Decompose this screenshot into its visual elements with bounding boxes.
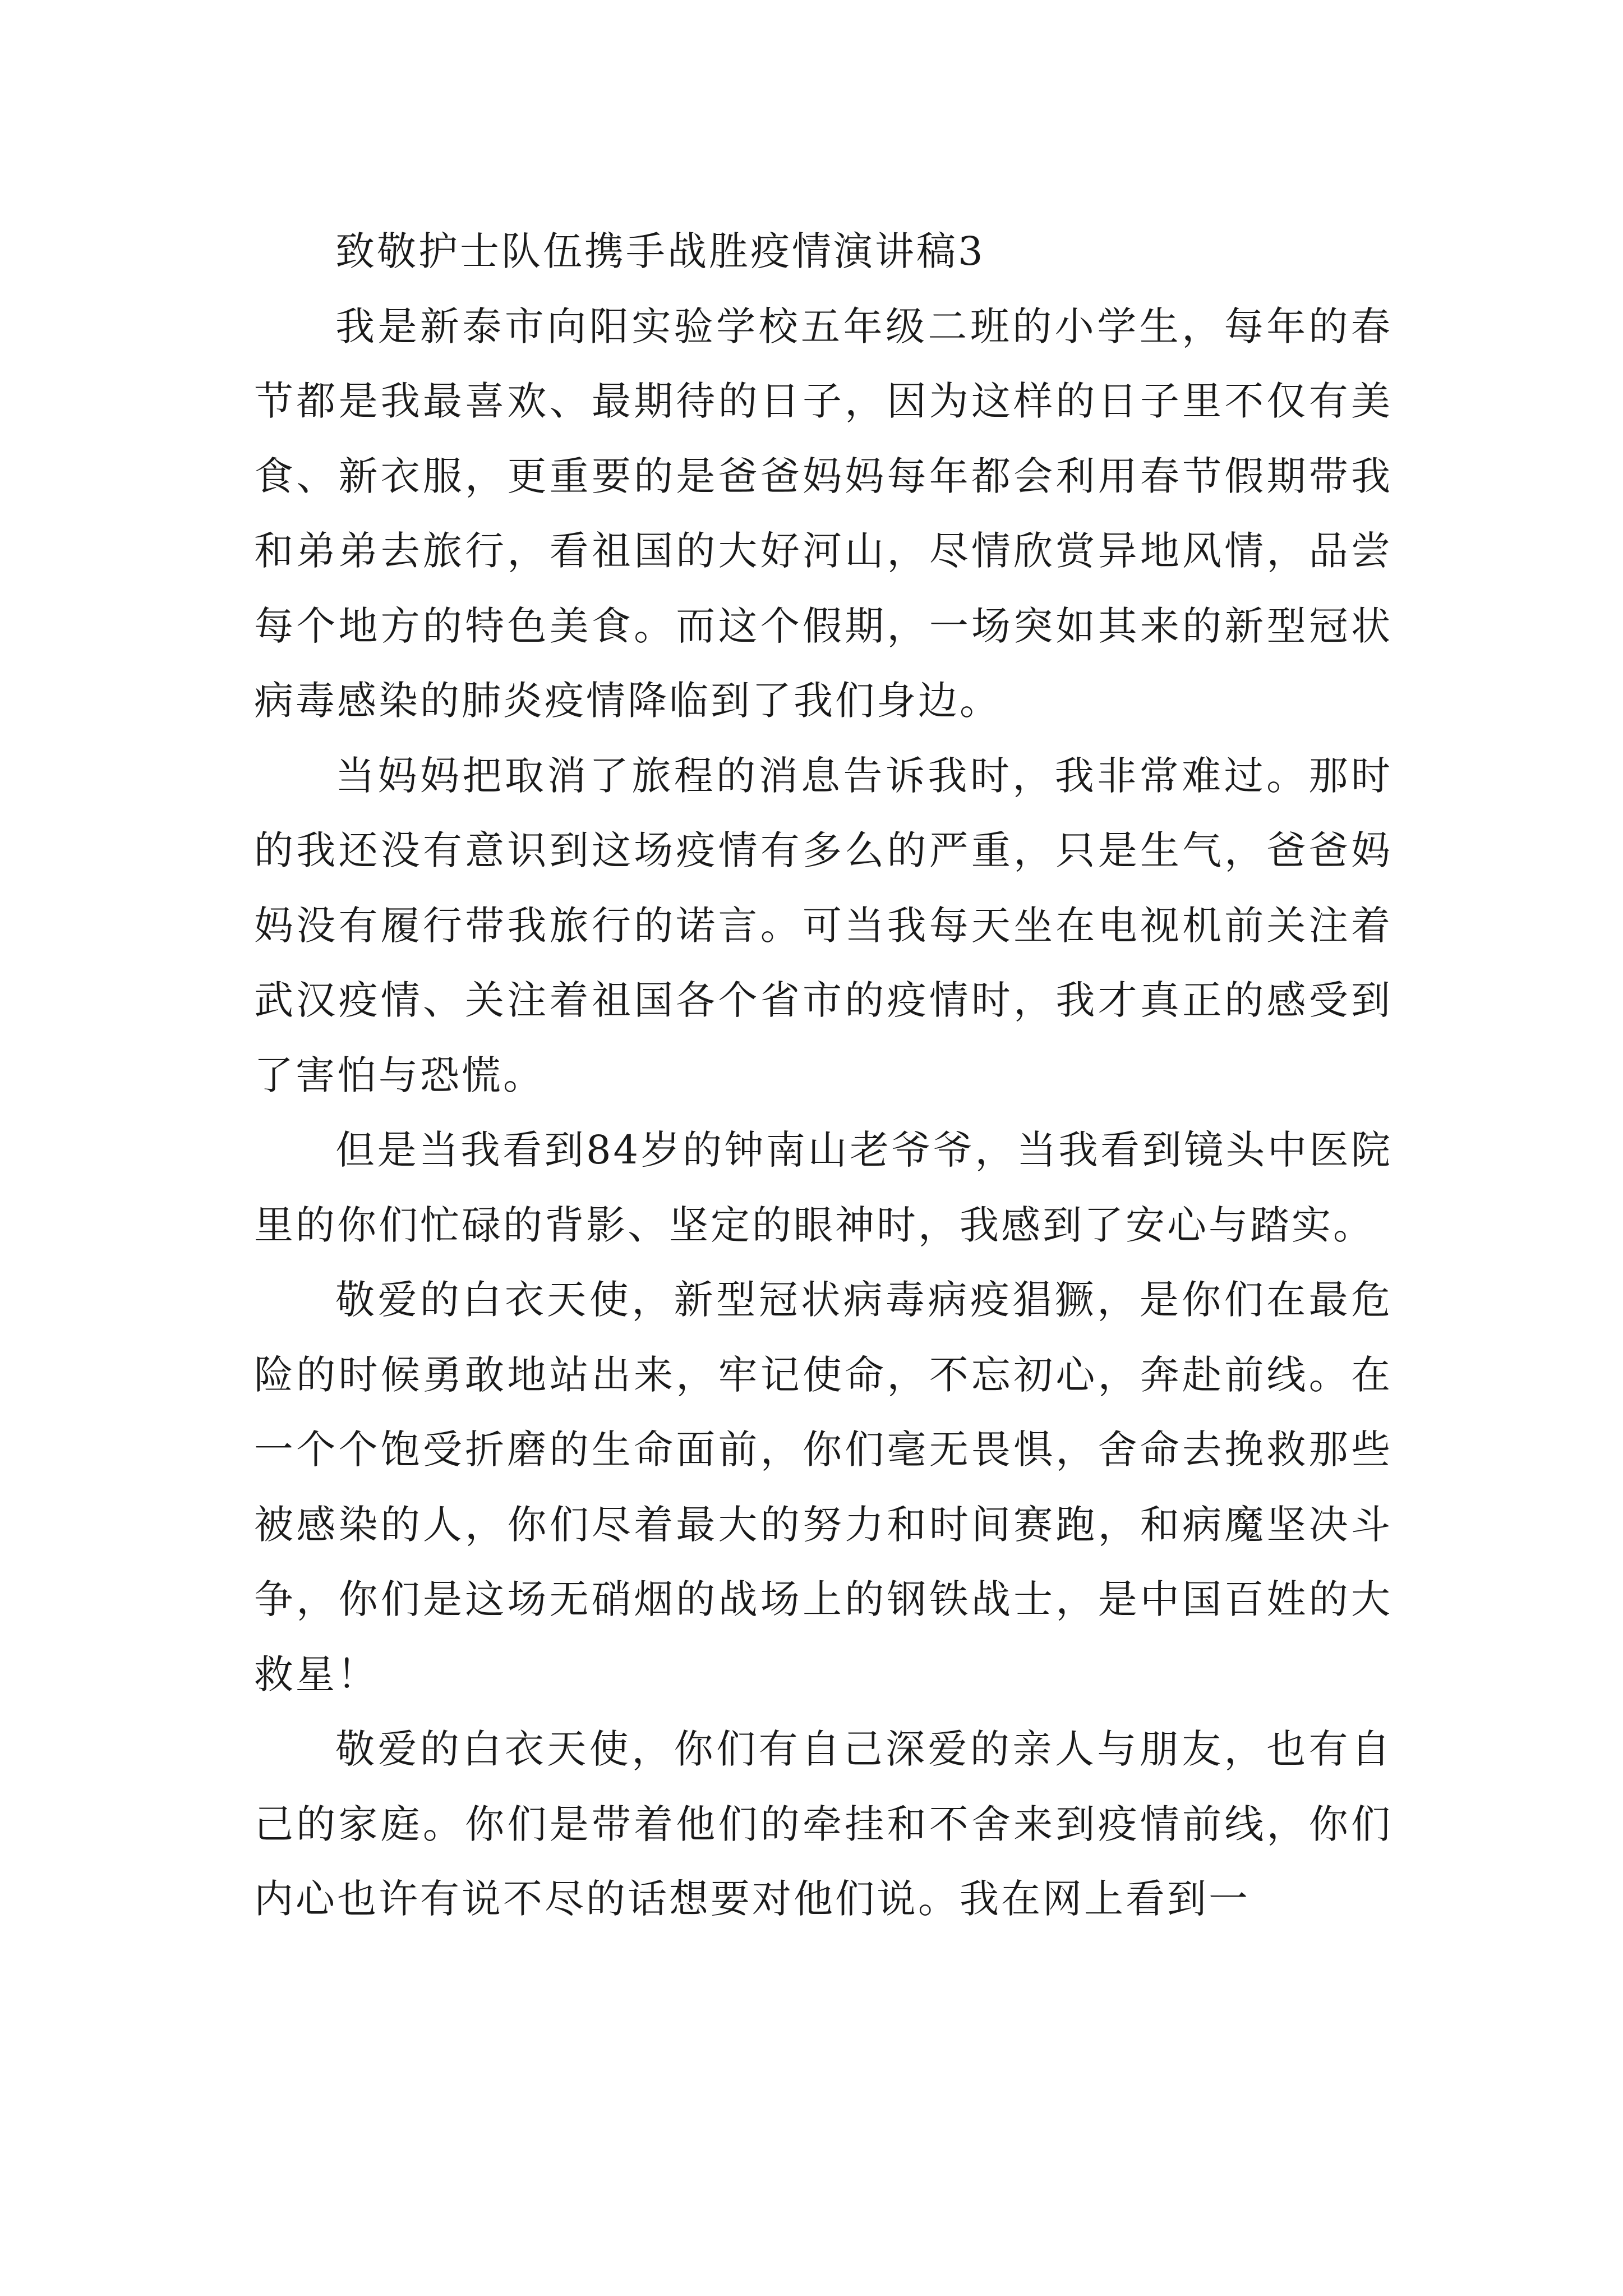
paragraph-1: 我是新泰市向阳实验学校五年级二班的小学生，每年的春节都是我最喜欢、最期待的日子，因为这样的日子里不仅有美食、新衣服，更重要的是爸爸妈妈每年都会利用春节假期带我和弟弟去旅行，看祖国的大好河山，尽情欣赏异地风情，品尝每个地方的特色美食。而这个假期，一场突如其来的新型冠状病毒感染的肺炎疫情降临到了我们身边。 xyxy=(254,303,1393,724)
paragraph-5: 敬爱的白衣天使，你们有自己深爱的亲人与朋友，也有自己的家庭。你们是带着他们的牵挂和不舍来到疫情前线，你们内心也许有说不尽的话想要对他们说。我在网上看到一 xyxy=(254,1726,1393,1922)
paragraph-4: 敬爱的白衣天使，新型冠状病毒病疫猖獗，是你们在最危险的时候勇敢地站出来，牢记使命，不忘初心，奔赴前线。在一个个饱受折磨的生命面前，你们毫无畏惧，舍命去挽救那些被感染的人，你们尽着最大的努力和时间赛跑，和病魔坚决斗争，你们是这场无硝烟的战场上的钢铁战士，是中国百姓的大救星！ xyxy=(254,1277,1393,1697)
paragraph-2: 当妈妈把取消了旅程的消息告诉我时，我非常难过。那时的我还没有意识到这场疫情有多么的严重，只是生气，爸爸妈妈没有履行带我旅行的诺言。可当我每天坐在电视机前关注着武汉疫情、关注着祖国各个省市的疫情时，我才真正的感受到了害怕与恐慌。 xyxy=(254,752,1393,1098)
paragraph-3: 但是当我看到84岁的钟南山老爷爷，当我看到镜头中医院里的你们忙碌的背影、坚定的眼神时，我感到了安心与踏实。 xyxy=(254,1127,1393,1248)
document-title: 致敬护士队伍携手战胜疫情演讲稿3 xyxy=(335,228,985,274)
document-body xyxy=(254,214,1393,1937)
